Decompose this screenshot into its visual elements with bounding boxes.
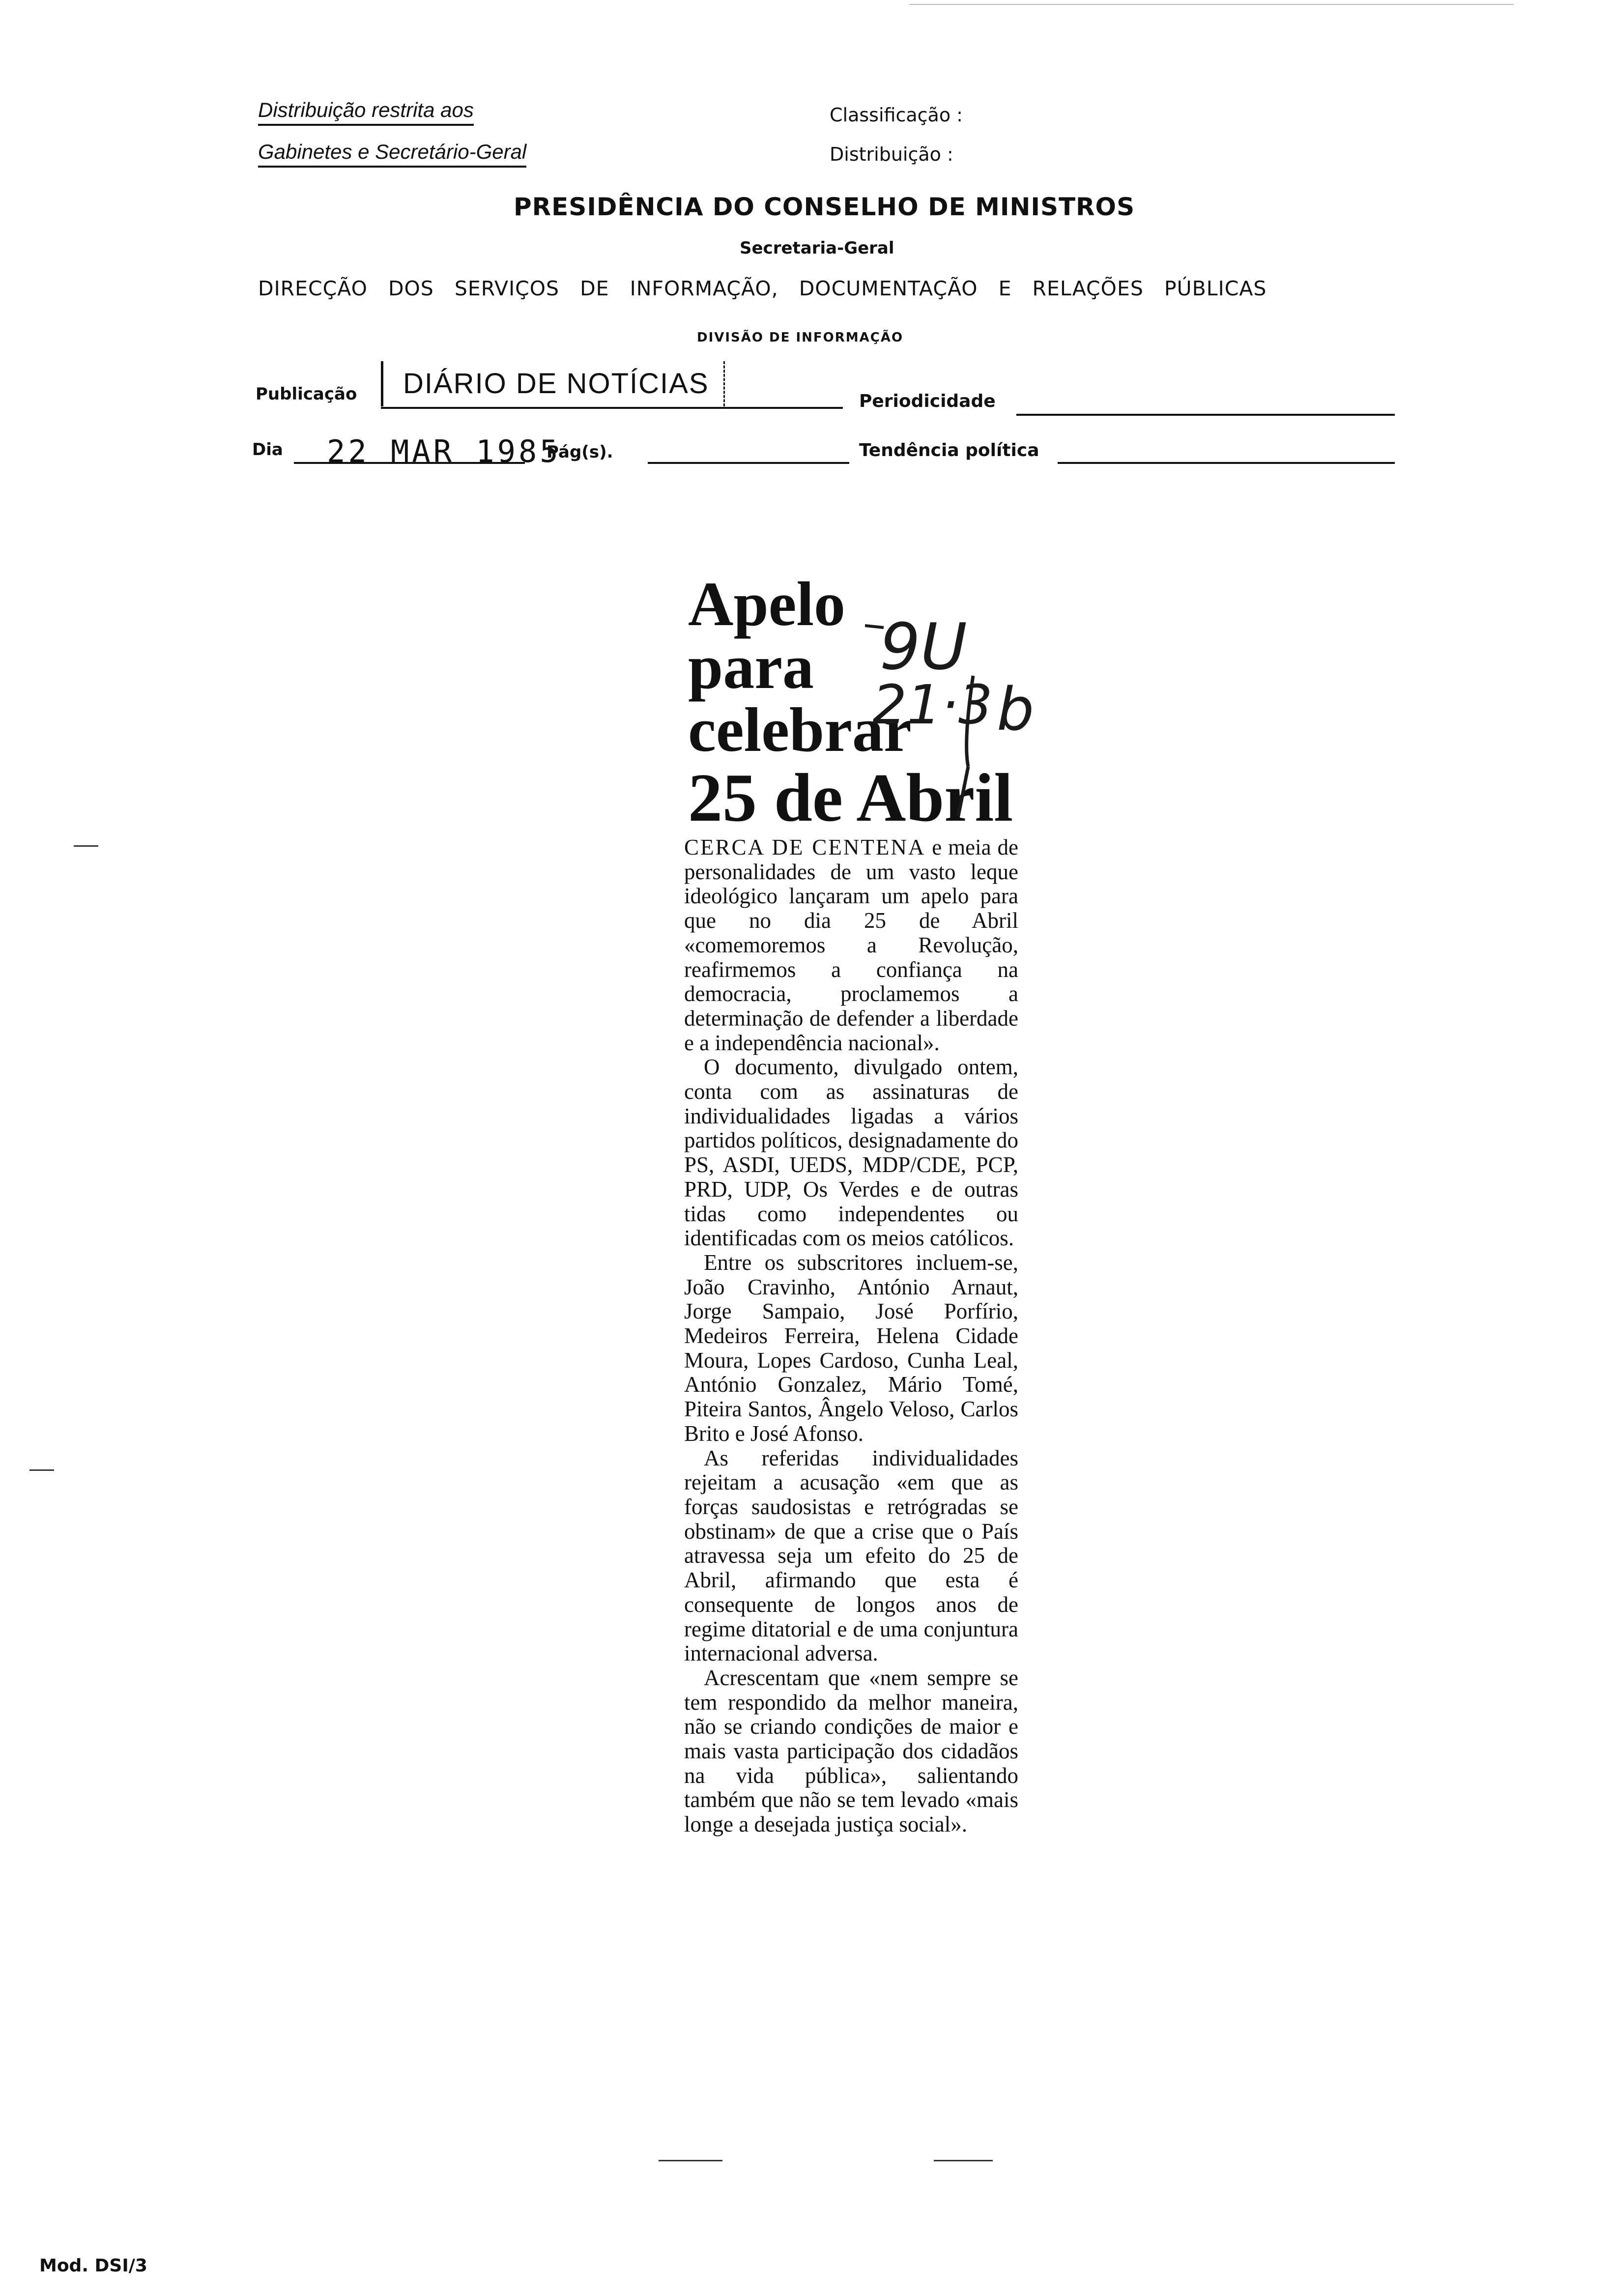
headline-line-3: celebrar [688,695,912,765]
periodicity-field-line [1016,414,1395,416]
day-label: Dia [252,440,283,459]
classification-label: Classificação : [830,104,963,126]
restricted-distribution-line2: Gabinetes e Secretário-Geral [258,140,526,168]
article-paragraph-5: Acrescentam que «nem sempre se tem respondido da melhor maneira, não se criando condições de maior e mais vasta participação dos cidadãos na vida pública», salientando também que não se tem levado «mais longe a desejada justiça social». [684,1665,1018,1837]
article-paragraph-3: Entre os subscritores incluem-se, João Cravinho, António Arnaut, Jorge Sampaio, José Porfírio, Medeiros Ferreira, Helena Cidade Moura, Lopes Cardoso, Cunha Leal, António Gonzalez, Mário Tomé, Piteira Santos, Ângelo Veloso, Carlos Brito e José Afonso. [684,1250,1018,1446]
restricted-distribution-line1: Distribuição restrita aos [258,98,474,126]
handwritten-dash-mark [865,622,885,631]
division-title: DIVISÃO DE INFORMAÇÃO [697,330,904,345]
form-code: Mod. DSI/3 [39,2256,147,2276]
headline-line-1: Apelo [688,569,845,639]
distribution-label: Distribuição : [830,144,953,165]
article-paragraph-4: As referidas individualidades rejeitam a acusação «em que as forças saudosistas e retrógradas se obstinam» de que a crise que o País atravessa seja um efeito do 25 de Abril, afirmando que esta é consequente de longos anos de regime ditatorial e de uma conjuntura internacional adversa. [684,1445,1018,1666]
org-title: PRESIDÊNCIA DO CONSELHO DE MINISTROS [514,193,1135,221]
page-label: Pág(s). [547,442,613,462]
tendency-field-line [1058,462,1395,464]
article-paragraph-2: O documento, divulgado ontem, conta com as assinaturas de individualidades ligadas a vários partidos políticos, designadamente do PS, ASDI, UEDS, MDP/CDE, PCP, PRD, UDP, Os Verdes e de outras tidas como independentes ou identificadas com os meios católicos. [684,1055,1018,1251]
article-lead-caps: CERCA DE CENTENA [684,835,926,860]
article-paragraph-1 [684,835,1018,1055]
directorate-title: DIRECÇÃO DOS SERVIÇOS DE INFORMAÇÃO, DOCUMENTAÇÃO E RELAÇÕES PÚBLICAS [258,277,1267,300]
handwritten-slash-mark [953,673,983,821]
day-underline [294,462,525,464]
scan-edge-line [909,4,1514,5]
article-paragraph-1-text: e meia de personalidades de um vasto leque ideológico lançaram um apelo para que no dia 25 de Abril «comemoremos a Revolução, reafirmemos a confiança na democracia, proclamemos a determinação de defender a liberdade e a independência nacional». [684,835,1018,1055]
periodicity-label: Periodicidade [859,391,996,411]
publication-label: Publicação [256,384,357,404]
article-body [684,835,1018,1837]
scan-mark [659,2160,722,2161]
scan-mark [29,1469,54,1471]
publication-underline [381,407,843,409]
scan-mark [934,2160,993,2161]
handwritten-date: 21·3 [872,673,993,736]
handwritten-code: 9U [880,609,967,684]
day-stamp: 22 MAR 1985 [327,433,561,469]
tendency-label: Tendência política [859,440,1039,460]
headline-line-4: 25 de Abril [688,760,1013,836]
handwritten-suffix: b [997,676,1035,744]
org-subtitle: Secretaria-Geral [740,238,894,258]
scan-mark [74,845,98,847]
publication-stamp: DIÁRIO DE NOTÍCIAS [381,361,725,406]
page-field-line [648,462,849,464]
headline-line-2: para [688,632,814,702]
